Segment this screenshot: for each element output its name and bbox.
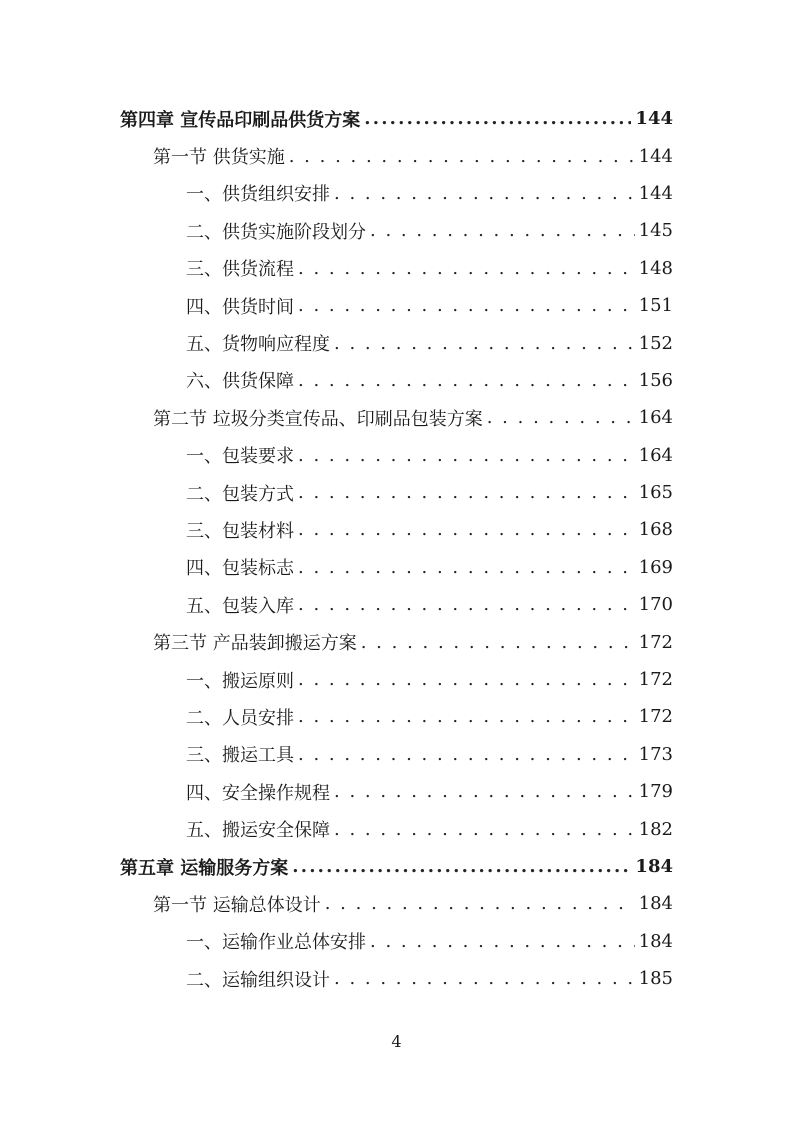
toc-subsection-entry[interactable]: [0, 511, 793, 548]
toc-entry-page-number: 148: [638, 257, 673, 279]
toc-dot-leader: [364, 108, 631, 129]
toc-subsection-entry[interactable]: [0, 287, 793, 324]
toc-entry-title: 三、供货流程: [186, 259, 294, 281]
toc-entry-title: 一、包装要求: [186, 446, 294, 468]
toc-entry-page-number: 179: [638, 781, 673, 803]
toc-subsection-entry[interactable]: [0, 923, 793, 960]
toc-entry-title: 二、包装方式: [186, 483, 294, 505]
toc-entry-title: 二、人员安排: [186, 707, 294, 729]
toc-dot-leader: [298, 744, 635, 765]
toc-dot-leader: [298, 258, 635, 279]
toc-entry-title: 五、货物响应程度: [186, 334, 330, 356]
toc-entry-title: 第二节 垃圾分类宣传品、印刷品包装方案: [153, 408, 483, 430]
toc-subsection-entry[interactable]: [0, 960, 793, 997]
toc-dot-leader: [298, 594, 635, 615]
toc-section-entry[interactable]: [0, 623, 793, 660]
toc-subsection-entry[interactable]: [0, 736, 793, 773]
toc-dot-leader: [292, 856, 631, 877]
toc-subsection-entry[interactable]: [0, 549, 793, 586]
toc-dot-leader: [334, 333, 635, 354]
toc-dot-leader: [298, 482, 635, 503]
toc-subsection-entry[interactable]: [0, 698, 793, 735]
toc-entry-title: 一、供货组织安排: [186, 184, 330, 206]
toc-entry-page-number: 165: [638, 482, 673, 504]
toc-subsection-entry[interactable]: [0, 661, 793, 698]
toc-subsection-entry[interactable]: [0, 250, 793, 287]
toc-dot-leader: [289, 146, 635, 167]
toc-entry-title: 第一节 运输总体设计: [153, 894, 321, 916]
toc-entry-title: 三、包装材料: [186, 520, 294, 542]
toc-entry-title: 第三节 产品装卸搬运方案: [153, 633, 357, 655]
table-of-contents: [0, 100, 793, 997]
toc-entry-title: 六、供货保障: [186, 371, 294, 393]
toc-section-entry[interactable]: [0, 399, 793, 436]
toc-dot-leader: [334, 183, 635, 204]
toc-subsection-entry[interactable]: [0, 212, 793, 249]
toc-entry-title: 第五章 运输服务方案: [120, 857, 289, 879]
toc-entry-title: 四、包装标志: [186, 558, 294, 580]
toc-entry-title: 第一节 供货实施: [153, 147, 285, 169]
toc-entry-page-number: 173: [638, 743, 673, 765]
toc-entry-title: 一、运输作业总体安排: [186, 932, 366, 954]
toc-dot-leader: [334, 968, 635, 989]
toc-dot-leader: [298, 370, 635, 391]
toc-subsection-entry[interactable]: [0, 474, 793, 511]
toc-entry-title: 二、运输组织设计: [186, 969, 330, 991]
toc-dot-leader: [370, 220, 635, 241]
toc-dot-leader: [298, 295, 635, 316]
toc-entry-page-number: 144: [638, 145, 673, 167]
toc-dot-leader: [361, 632, 635, 653]
toc-entry-page-number: 169: [638, 556, 673, 578]
toc-subsection-entry[interactable]: [0, 362, 793, 399]
toc-chapter-entry[interactable]: [0, 100, 793, 137]
toc-entry-page-number: 168: [638, 519, 673, 541]
toc-dot-leader: [298, 706, 635, 727]
toc-entry-page-number: 144: [635, 108, 673, 130]
toc-dot-leader: [334, 819, 635, 840]
toc-entry-page-number: 152: [638, 332, 673, 354]
toc-dot-leader: [334, 781, 635, 802]
toc-dot-leader: [298, 519, 635, 540]
toc-entry-page-number: 151: [638, 295, 673, 317]
toc-entry-title: 五、搬运安全保障: [186, 820, 330, 842]
toc-subsection-entry[interactable]: [0, 810, 793, 847]
toc-subsection-entry[interactable]: [0, 175, 793, 212]
toc-entry-page-number: 164: [638, 444, 673, 466]
toc-subsection-entry[interactable]: [0, 437, 793, 474]
toc-dot-leader: [298, 557, 635, 578]
toc-entry-page-number: 172: [638, 631, 673, 653]
toc-chapter-entry[interactable]: [0, 848, 793, 885]
toc-entry-title: 五、包装入库: [186, 595, 294, 617]
toc-dot-leader: [298, 445, 635, 466]
toc-dot-leader: [325, 893, 635, 914]
toc-subsection-entry[interactable]: [0, 773, 793, 810]
toc-section-entry[interactable]: [0, 137, 793, 174]
toc-dot-leader: [487, 407, 635, 428]
toc-entry-page-number: 156: [638, 369, 673, 391]
toc-entry-page-number: 184: [635, 856, 673, 877]
toc-entry-page-number: 185: [638, 968, 673, 990]
toc-entry-page-number: 145: [638, 220, 673, 242]
toc-subsection-entry[interactable]: [0, 324, 793, 361]
toc-dot-leader: [298, 669, 635, 690]
toc-entry-title: 四、供货时间: [186, 296, 294, 318]
toc-entry-title: 第四章 宣传品印刷品供货方案: [120, 109, 361, 131]
toc-entry-page-number: 184: [638, 930, 673, 952]
toc-entry-title: 四、安全操作规程: [186, 782, 330, 804]
toc-entry-page-number: 184: [638, 893, 673, 915]
toc-subsection-entry[interactable]: [0, 586, 793, 623]
toc-entry-page-number: 182: [638, 818, 673, 840]
page-number: 4: [391, 1032, 402, 1051]
toc-entry-title: 一、搬运原则: [186, 670, 294, 692]
toc-entry-title: 三、搬运工具: [186, 745, 294, 767]
toc-section-entry[interactable]: [0, 885, 793, 922]
toc-entry-page-number: 164: [638, 407, 673, 429]
toc-entry-page-number: 172: [638, 669, 673, 691]
toc-dot-leader: [370, 931, 635, 952]
toc-entry-page-number: 144: [638, 182, 673, 204]
toc-entry-page-number: 172: [638, 706, 673, 728]
toc-entry-title: 二、供货实施阶段划分: [186, 221, 366, 243]
toc-entry-page-number: 170: [638, 594, 673, 616]
